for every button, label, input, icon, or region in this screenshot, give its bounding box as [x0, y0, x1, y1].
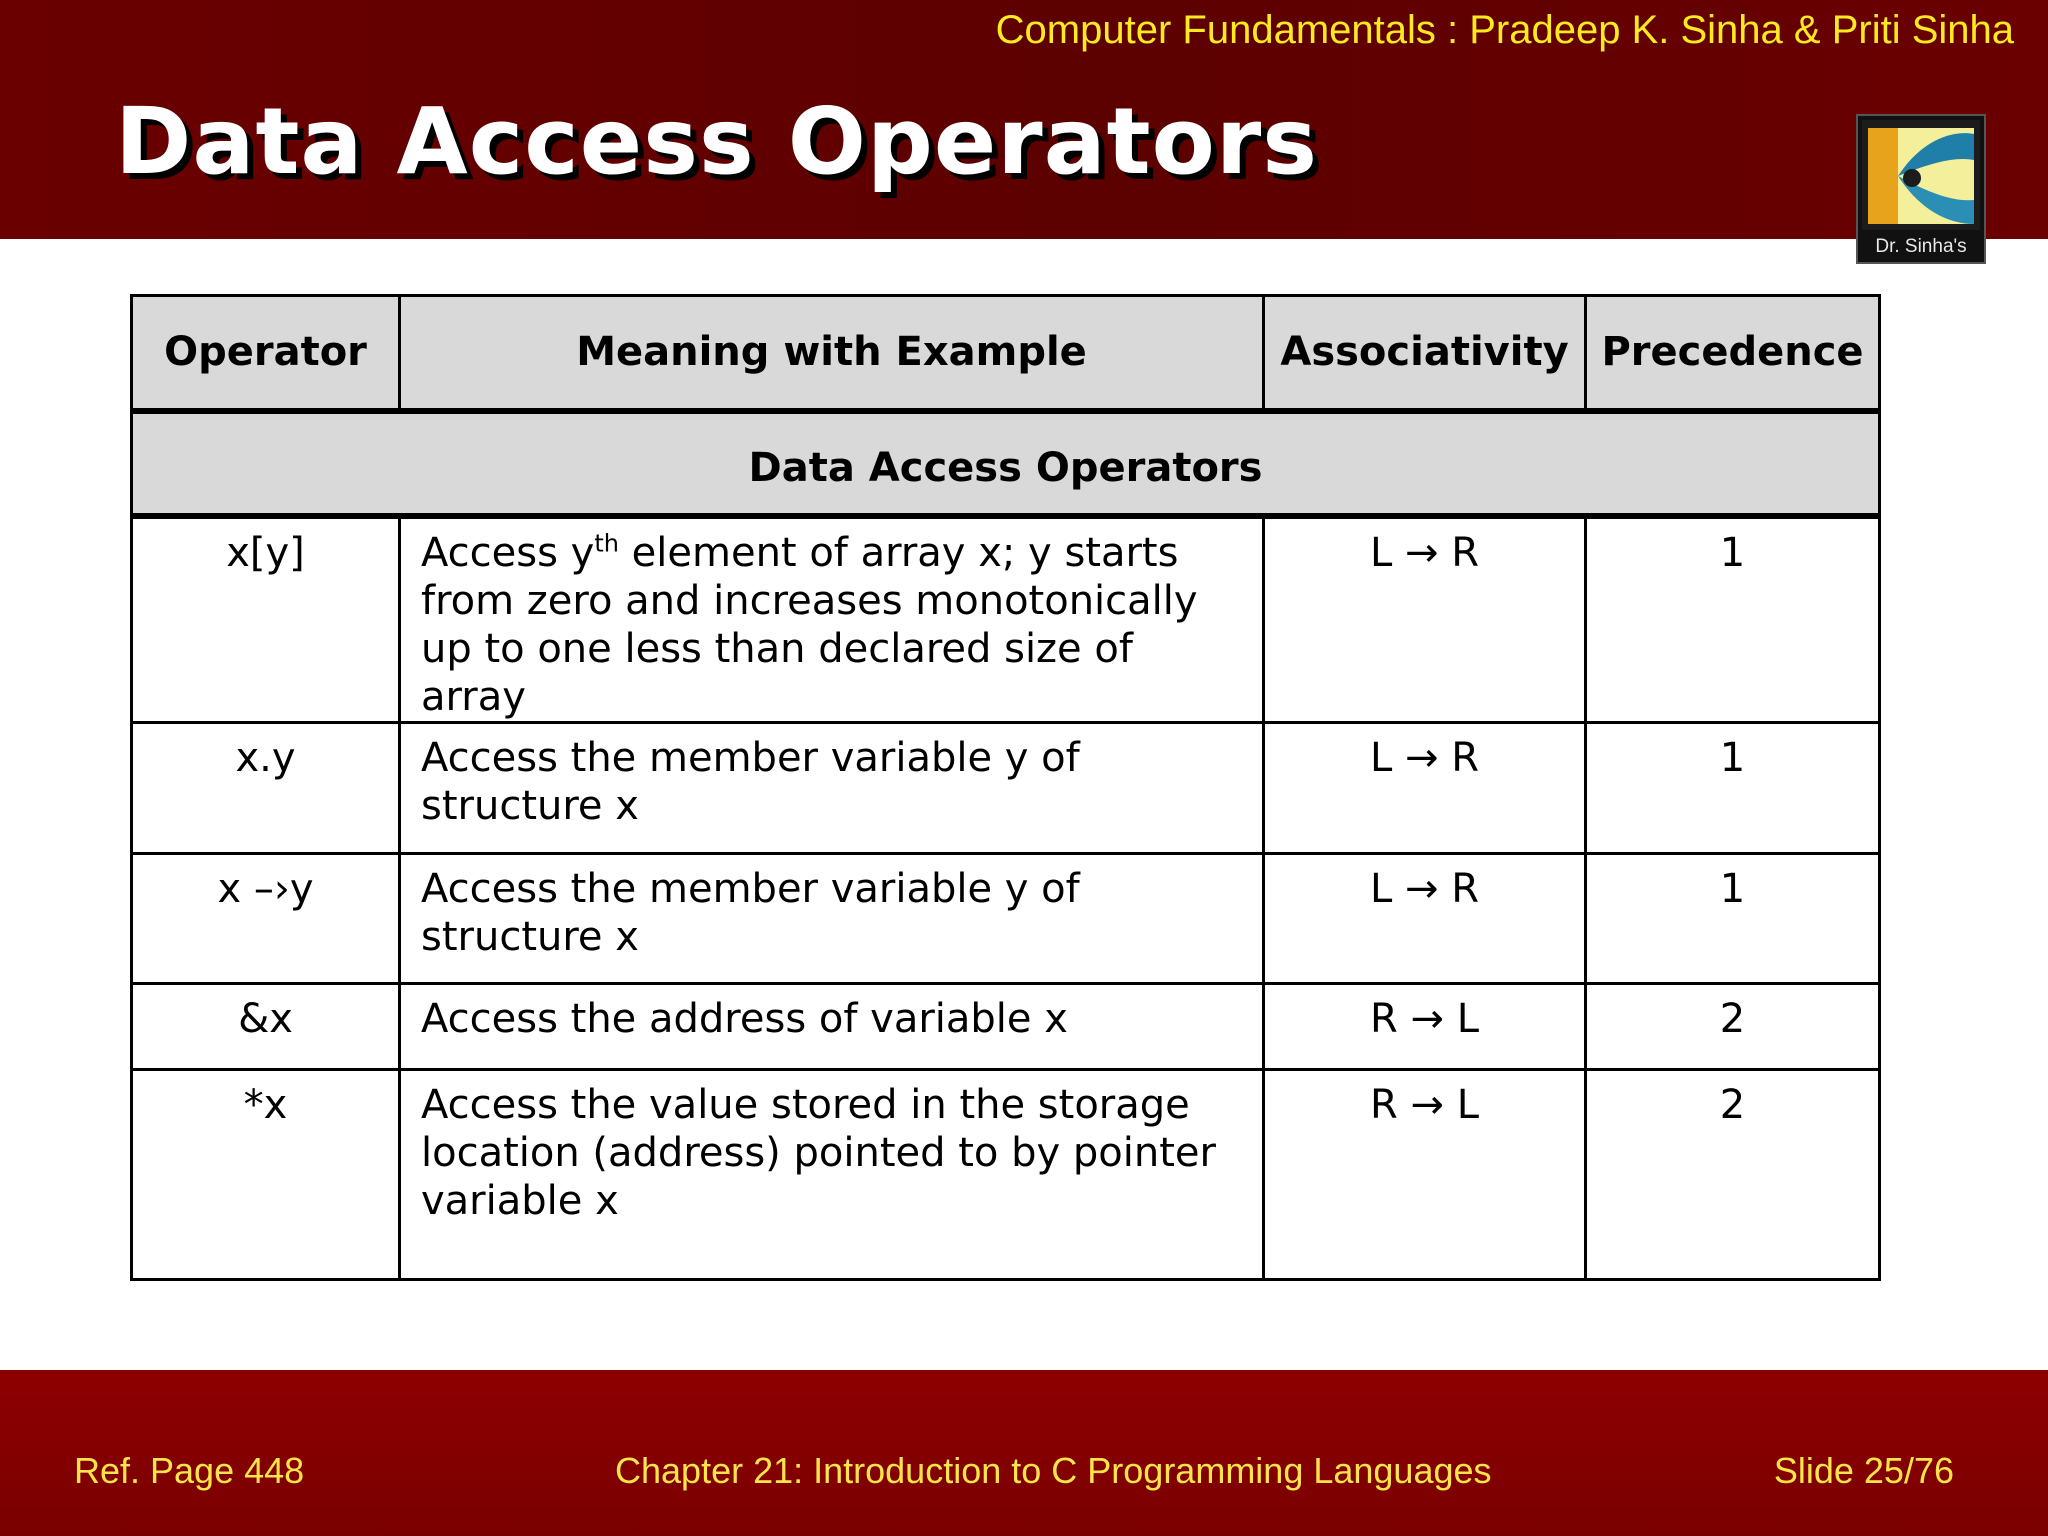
meaning-cell: Access the member variable y of structure x [400, 722, 1264, 853]
section-title: Data Access Operators [132, 411, 1880, 516]
associativity-cell: L → R [1264, 853, 1586, 983]
column-header-operator: Operator [132, 296, 400, 411]
table-row [132, 516, 1880, 723]
meaning-cell: Access the value stored in the storage location (address) pointed to by pointer variable x [400, 1069, 1264, 1279]
associativity-cell: R → L [1264, 1069, 1586, 1279]
meaning-text-pre: Access y [421, 529, 595, 576]
logo-emblem-icon [1862, 120, 1980, 230]
operator-cell: x –›y [132, 853, 400, 983]
chapter-title: Chapter 21: Introduction to C Programming Languages [615, 1450, 1492, 1491]
table-header-row [132, 296, 1880, 411]
operator-cell: x.y [132, 722, 400, 853]
table-row [132, 1069, 1880, 1279]
section-row [132, 411, 1880, 516]
precedence-cell: 2 [1586, 1069, 1880, 1279]
logo-label: Dr. Sinha's [1875, 236, 1967, 257]
associativity-cell: L → R [1264, 516, 1586, 723]
slide-footer [0, 1370, 2048, 1536]
column-header-associativity: Associativity [1264, 296, 1586, 411]
precedence-cell: 1 [1586, 722, 1880, 853]
operators-table-wrapper [130, 294, 1881, 1281]
table-row [132, 983, 1880, 1069]
table-row [132, 853, 1880, 983]
slide-title: Data Access Operators [115, 88, 1318, 195]
slide-header [0, 0, 2048, 239]
operator-cell: &x [132, 983, 400, 1069]
operator-cell: *x [132, 1069, 400, 1279]
slide-number: Slide 25/76 [1773, 1450, 1954, 1491]
meaning-cell: Access the member variable y of structure x [400, 853, 1264, 983]
column-header-meaning: Meaning with Example [400, 296, 1264, 411]
meaning-cell [400, 516, 1264, 723]
author-logo [1856, 114, 1986, 264]
column-header-precedence: Precedence [1586, 296, 1880, 411]
associativity-cell: L → R [1264, 722, 1586, 853]
course-title: Computer Fundamentals : Pradeep K. Sinha & Priti Sinha [995, 8, 2014, 52]
precedence-cell: 1 [1586, 853, 1880, 983]
precedence-cell: 2 [1586, 983, 1880, 1069]
meaning-superscript: th [594, 529, 619, 558]
meaning-cell: Access the address of variable x [400, 983, 1264, 1069]
precedence-cell: 1 [1586, 516, 1880, 723]
associativity-cell: R → L [1264, 983, 1586, 1069]
operators-table [130, 294, 1881, 1281]
ref-page: Ref. Page 448 [74, 1450, 305, 1491]
operator-cell: x[y] [132, 516, 400, 723]
meaning-text-post: element of array x; y starts from zero and increases monotonically up to one less than declared size of array [421, 529, 1198, 720]
table-row [132, 722, 1880, 853]
